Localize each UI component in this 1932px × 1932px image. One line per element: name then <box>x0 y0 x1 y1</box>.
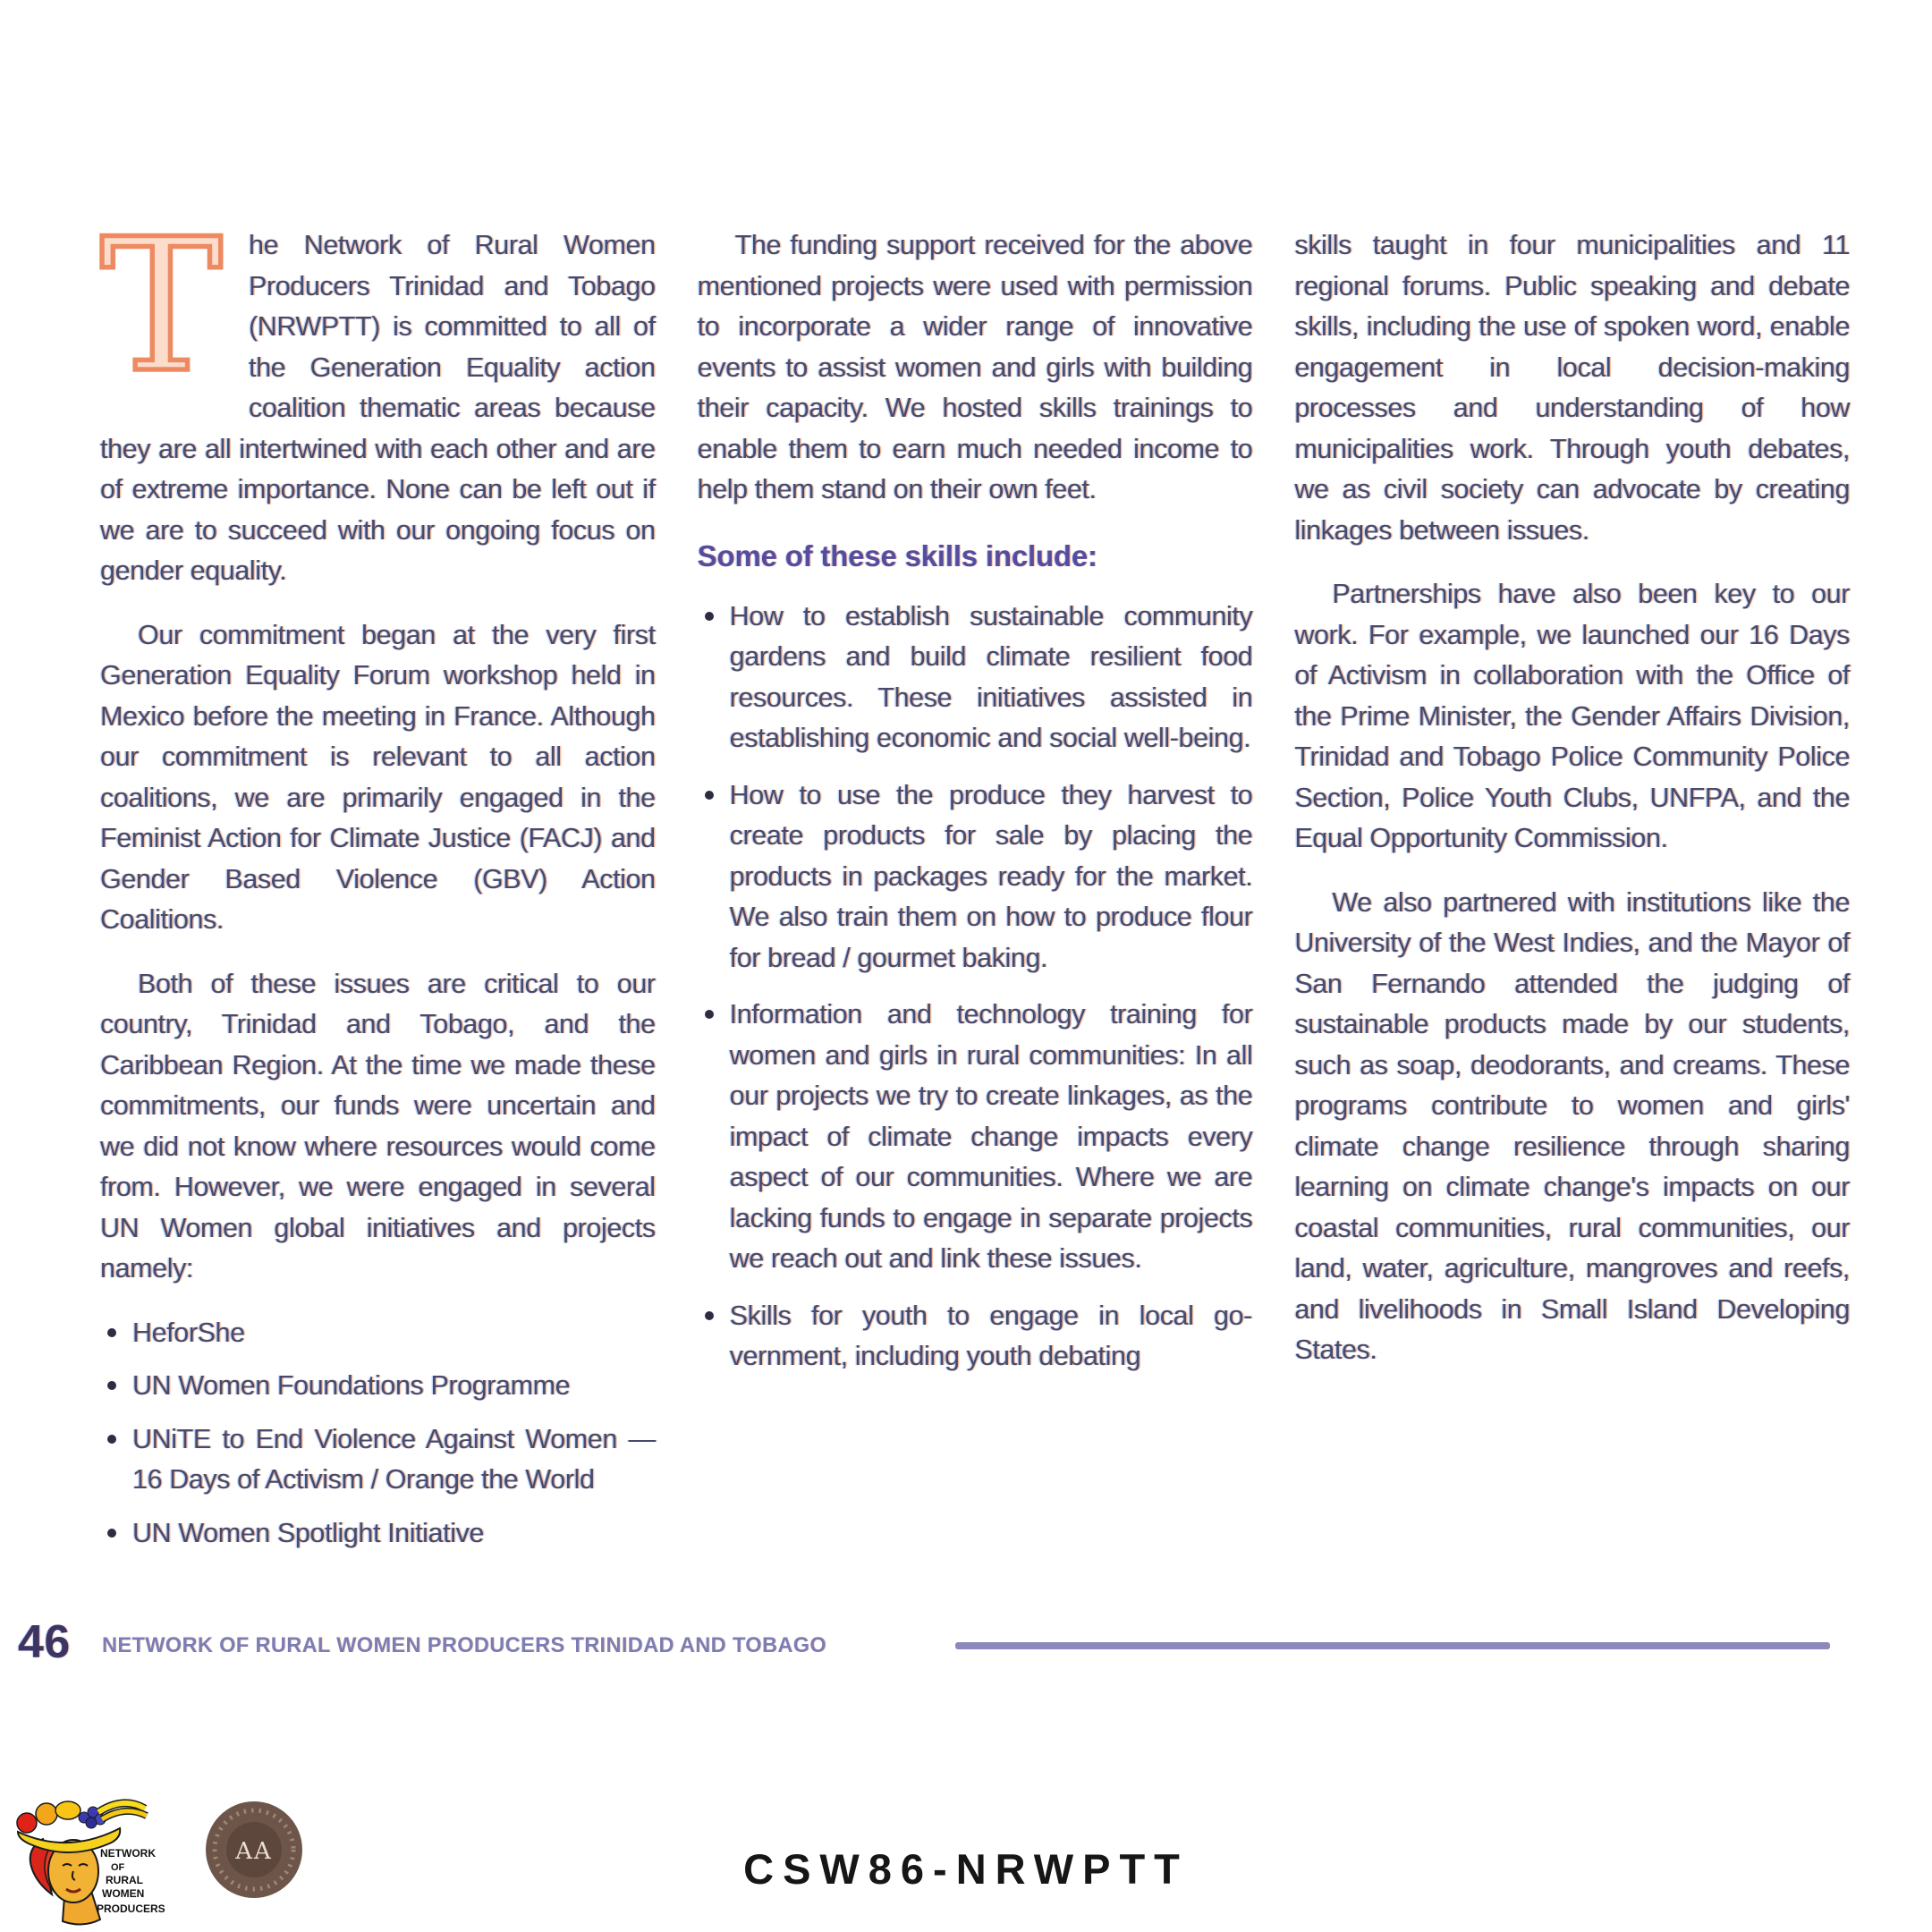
paragraph-issues: Both of these issues are critical to our country, Trinidad and Tobago, and the Caribbean Region. At the time we made these commitments, our funds were uncertain and we did not know where resources would come from. However, we were engaged in several UN Women global initiatives and projects namely: <box>100 968 656 1284</box>
list-item: How to use the produce they harvest to create products for sale by placing the products in packages ready for the market. We also train them on how to produce flour for bread / gourmet baking. <box>698 775 1253 979</box>
footer-rule <box>955 1642 1830 1649</box>
initiatives-list <box>100 1313 656 1555</box>
nrwp-word-network: NETWORK <box>100 1847 156 1860</box>
paragraph-institutions: We also partnered with institutions like the University of the West Indies, and the Mayor of San Fernando attended the judging of sustainable products made by our students, such as soap, deodorants, and creams. These programs contribute to women and girls' climate change resilience through sharing learning on climate change's impacts on our coastal communities, rural communities, our land, water, agriculture, mangroves and reefs, and livelihoods in Small Island Developing States. <box>1294 886 1851 1365</box>
paragraph-intro <box>100 200 656 592</box>
nrwp-word-women: WOMEN <box>102 1887 145 1900</box>
footer-org-label: NETWORK OF RURAL WOMEN PRODUCERS TRINIDAD AND TOBAGO <box>102 1633 827 1657</box>
caption: CSW86-NRWPTT <box>743 1845 1189 1893</box>
article-body <box>100 200 1851 1566</box>
paragraph-skills-continued: skills taught in four municipalities and 11 regional forums. Public speaking and debate skills, including the use of spoken word, enable engagement in local decision-making processes and understanding of how municipalities work. Through youth debates, we as civil society can advocate by creating linkages between issues. <box>1294 230 1851 546</box>
paragraph-partnerships: Partnerships have also been key to our work. For example, we launched our 16 Days of Activism in collaboration with the Office of the Prime Minister, the Gender Affairs Division, Trinidad and Tobago Police Community Police Section, Police Youth Clubs, UNFPA, and the Equal Opportunity Commission. <box>1294 579 1851 853</box>
paragraph-commitment: Our commitment began at the very first Generation Equality Forum workshop held in Mexico before the meeting in France. Although our commitment is relevant to all action coalitions, we are primarily engaged in the Feminist Action for Climate Justice (FACJ) and Gender Based Violence (GBV) Action Coalitions. <box>100 619 656 935</box>
skills-list <box>698 597 1253 1377</box>
paragraph-text: he Network of Rural Women Producers Trinidad and Tobago (NRWPTT) is committed to all of the Generation Equality action coalition thematic areas because they are all intertwined with each other and are of extreme importance. None can be left out if we are to succeed with our ongoing focus on gender equality. <box>100 230 656 586</box>
list-item: Information and technology training for women and girls in rural communities: In all our projects we try to create linkages, as the impact of climate change impacts every aspect of our communities. Where we are lacking funds to engage in separate projects we reach out and link these issues. <box>698 995 1253 1280</box>
list-item: UNiTE to End Violence Against Women —16 Days of Activism / Orange the World <box>100 1419 656 1501</box>
page-number: 46 <box>18 1616 71 1668</box>
column-1 <box>100 200 656 1566</box>
nrwp-word-rural: RURAL <box>106 1874 143 1886</box>
nrwp-word-producers: PRODUCERS <box>97 1902 165 1915</box>
dropcap-letter-t: T <box>100 200 223 413</box>
list-item: HeforShe <box>100 1313 656 1354</box>
skills-heading: Some of these skills include: <box>697 538 1097 572</box>
paragraph-funding: The funding support received for the above mentioned projects were used with permission to incorporate a wider range of innovative events to assist women and girls with building their capacity. We hosted skills trainings to enable them to earn much needed income to help them stand on their own feet. <box>697 230 1253 504</box>
list-item: Skills for youth to engage in local government, including youth debating <box>698 1296 1253 1377</box>
nrwp-word-of: OF <box>111 1862 125 1873</box>
aa-badge-label: AA <box>235 1838 273 1865</box>
list-item: UN Women Spotlight Initiative <box>100 1513 656 1555</box>
column-2 <box>698 225 1253 1566</box>
list-item: How to establish sustainable community gardens and build climate resilient food resources. These initiatives assisted in establishing economic and social well-being. <box>698 597 1253 759</box>
list-item: UN Women Foundations Programme <box>100 1366 656 1407</box>
column-3 <box>1294 225 1850 1566</box>
